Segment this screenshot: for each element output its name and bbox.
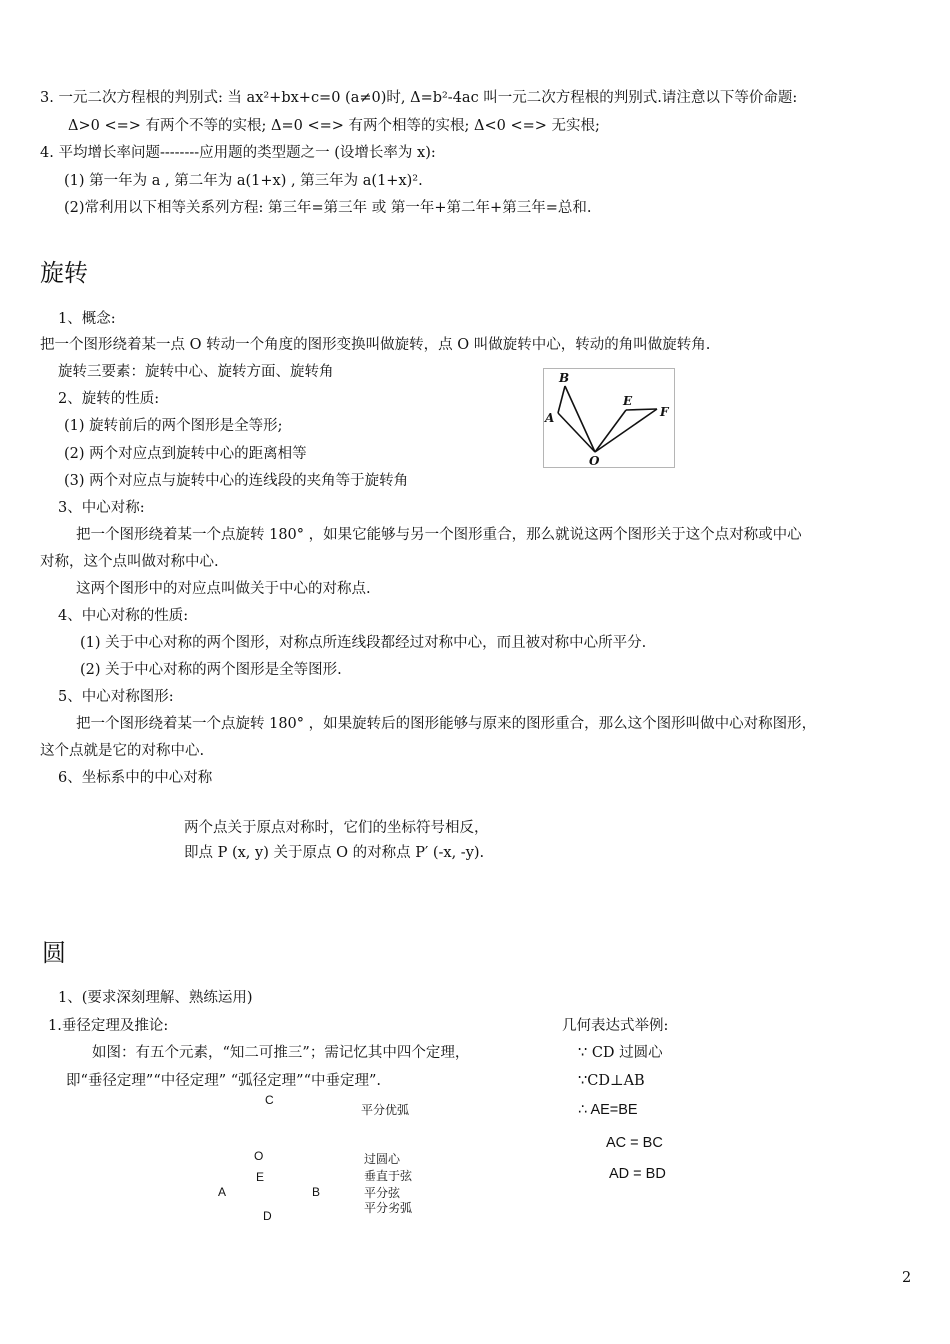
diagram-note: 平分优弧 [361, 1103, 410, 1117]
rotation-figure [543, 368, 675, 468]
diagram-label-d: D [263, 1209, 272, 1223]
coordinate-symmetry-text: 两个点关于原点对称时，它们的坐标符号相反， [184, 820, 489, 836]
segment-oe [595, 410, 626, 452]
three-elements: 旋转三要素：旋转中心、旋转方面、旋转角 [58, 364, 334, 380]
diagram-label-e: E [256, 1170, 265, 1184]
coordinate-symmetry-text: 即点 P (x, y) 关于原点 O 的对称点 P′ (-x, -y). [184, 845, 485, 861]
central-symmetry-text: 这两个图形中的对应点叫做关于中心的对称点. [76, 581, 371, 597]
label-f: F [660, 405, 669, 419]
growth-rate-title: 4. 平均增长率问题--------应用题的类型题之一 (设增长率为 x): [40, 145, 436, 161]
central-property-item: (2) 关于中心对称的两个图形是全等图形. [80, 662, 342, 678]
concept-title: 1、概念: [58, 311, 116, 327]
discriminant-equivalences: Δ>0 <=> 有两个不等的实根; Δ=0 <=> 有两个相等的实根; Δ<0 <=> 无实根; [68, 118, 600, 134]
diagram-label-b: B [312, 1185, 321, 1199]
diagram-note: 平分弦 [364, 1186, 401, 1200]
segment-of [595, 409, 657, 452]
example-expression: ∴ AE=BE [578, 1102, 638, 1118]
central-figure-text: 这个点就是它的对称中心. [40, 743, 205, 759]
central-symmetry-title: 3、中心对称: [58, 500, 145, 516]
perpendicular-theorem-text: 即“垂径定理”“中径定理” “弧径定理”“中垂定理”. [66, 1073, 382, 1089]
perpendicular-theorem-text: 如图：有五个元素，“知二可推三”；需记忆其中四个定理， [92, 1045, 470, 1061]
segment-ao [558, 413, 595, 452]
label-b: B [559, 371, 570, 385]
label-o: O [589, 454, 600, 467]
label-a: A [545, 411, 555, 425]
central-property-title: 4、中心对称的性质: [58, 608, 189, 624]
growth-rate-item-1: (1) 第一年为 a , 第二年为 a(1+x) , 第三年为 a(1+x)². [64, 173, 423, 189]
central-figure-text: 把一个图形绕着某一个点旋转 180° ，如果旋转后的图形能够与原来的图形重合，那么这个图形叫做中心对称图形， [76, 716, 817, 732]
segment-bo [565, 386, 595, 452]
rotation-property-item: (1) 旋转前后的两个图形是全等形; [64, 418, 283, 434]
example-expression: AC = BC [606, 1135, 663, 1151]
diagram-label-c: C [265, 1093, 274, 1107]
example-expression: ∵CD⊥AB [578, 1073, 645, 1089]
rotation-property-item: (2) 两个对应点到旋转中心的距离相等 [64, 446, 307, 462]
label-e: E [623, 394, 633, 408]
segment-ba [558, 386, 565, 413]
examples-title: 几何表达式举例: [562, 1018, 669, 1034]
central-property-item: (1) 关于中心对称的两个图形，对称点所连线段都经过对称中心，而且被对称中心所平分. [80, 635, 647, 651]
central-symmetry-text: 把一个图形绕着某一个点旋转 180° ，如果它能够与另一个图形重合，那么就说这两个图形关于这个点对称或中心 [76, 527, 802, 543]
example-expression: AD = BD [609, 1166, 666, 1182]
discriminant-line: 3. 一元二次方程根的判别式: 当 ax²+bx+c=0 (a≠0)时, Δ=b²-4ac 叫一元二次方程根的判别式.请注意以下等价命题: [40, 90, 798, 106]
example-expression: ∵ CD 过圆心 [578, 1045, 663, 1061]
diagram-note: 垂直于弦 [364, 1169, 413, 1183]
rotation-property-title: 2、旋转的性质: [58, 391, 160, 407]
diagram-note: 平分劣弧 [364, 1201, 413, 1215]
diagram-label-o: O [254, 1149, 264, 1163]
circle-item-1: 1、(要求深刻理解、熟练运用) [58, 990, 253, 1006]
page-number: 2 [902, 1270, 912, 1286]
rotation-diagram [544, 369, 674, 467]
diagram-note: 过圆心 [364, 1152, 401, 1166]
perpendicular-theorem-title: 1.垂径定理及推论: [48, 1018, 169, 1034]
coordinate-symmetry-title: 6、坐标系中的中心对称 [58, 770, 213, 786]
diagram-label-a: A [218, 1185, 227, 1199]
rotation-heading: 旋转 [40, 259, 88, 287]
central-symmetry-text: 对称，这个点叫做对称中心. [40, 554, 219, 570]
central-figure-title: 5、中心对称图形: [58, 689, 174, 705]
growth-rate-item-2: (2)常利用以下相等关系列方程: 第三年=第三年 或 第一年+第二年+第三年=总和. [64, 200, 592, 216]
segment-ef [626, 409, 657, 410]
circle-heading: 圆 [42, 939, 66, 967]
rotation-property-item: (3) 两个对应点与旋转中心的连线段的夹角等于旋转角 [64, 473, 409, 489]
concept-text: 把一个图形绕着某一点 O 转动一个角度的图形变换叫做旋转，点 O 叫做旋转中心，转动的角叫做旋转角. [40, 337, 711, 353]
